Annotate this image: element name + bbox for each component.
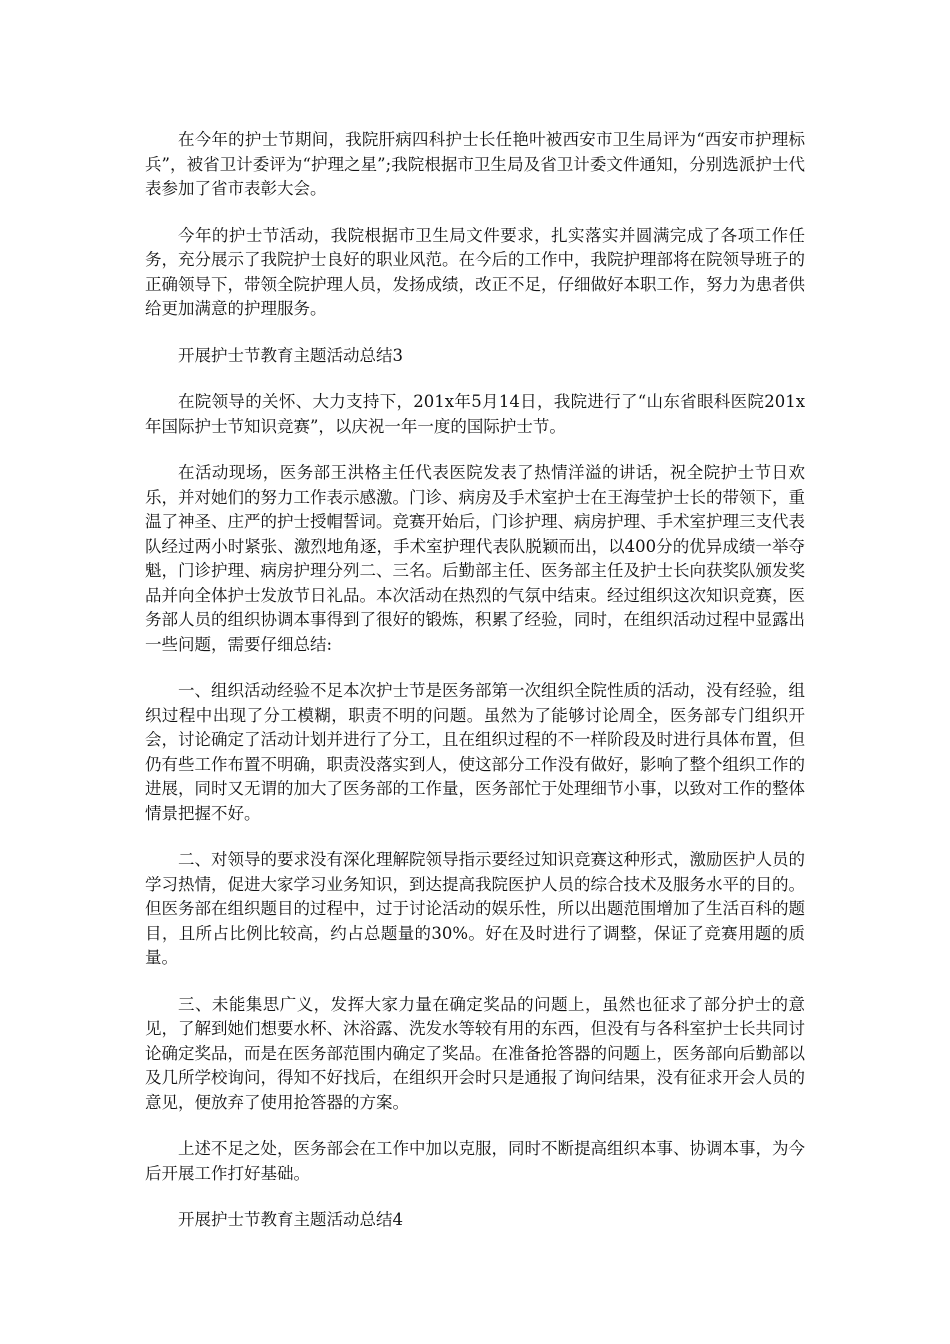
paragraph-issue-two: 二、对领导的要求没有深化理解院领导指示要经过知识竞赛这种形式，激励医护人员的学习热情，促进大家学习业务知识，到达提高我院医护人员的综合技术及服务水平的目的。但医务部在组织题目的过程中，过于讨论活动的娱乐性，所以出题范围增加了生活百科的题目，且所占比例比较高，约占总题量的30%。好在及时进行了调整，保证了竞赛用题的质量。 (145, 850, 805, 967)
paragraph-issue-one: 一、组织活动经验不足本次护士节是医务部第一次组织全院性质的活动，没有经验，组织过程中出现了分工模糊，职责不明的问题。虽然为了能够讨论周全，医务部专门组织开会，讨论确定了活动计划并进行了分工，且在组织过程的不一样阶段及时进行具体布置，但仍有些工作布置不明确，职责没落实到人，使这部分工作没有做好，影响了整个组织工作的进展，同时又无谓的加大了医务部的工作量，医务部忙于处理细节小事，以致对工作的整体情景把握不好。 (145, 681, 805, 823)
section-heading-4: 开展护士节教育主题活动总结4 (178, 1210, 403, 1229)
paragraph-issue-three: 三、未能集思广义，发挥大家力量在确定奖品的问题上，虽然也征求了部分护士的意见，了解到她们想要水杯、沐浴露、洗发水等较有用的东西，但没有与各科室护士长共同讨论确定奖品，而是在医务部范围内确定了奖品。在准备抢答器的问题上，医务部向后勤部以及几所学校询问，得知不好找后，在组织开会时只是通报了询问结果，没有征求开会人员的意见，便放弃了使用抢答器的方案。 (145, 994, 805, 1112)
paragraph-competition-intro: 在院领导的关怀、大力支持下，201x年5月14日，我院进行了“山东省眼科医院201x年国际护士节知识竞赛”，以庆祝一年一度的国际护士节。 (145, 392, 805, 436)
paragraph-competition-details: 在活动现场，医务部王洪格主任代表医院发表了热情洋溢的讲话，祝全院护士节日欢乐，并对她们的努力工作表示感激。门诊、病房及手术室护士在王海莹护士长的带领下，重温了神圣、庄严的护士授帽誓词。竞赛开始后，门诊护理、病房护理、手术室护理三支代表队经过两小时紧张、激烈地角逐，手术室护理代表队脱颖而出，以400分的优异成绩一举夺魁，门诊护理、病房护理分列二、三名。后勤部主任、医务部主任及护士长向获奖队颁发奖品并向全体护士发放节日礼品。本次活动在热烈的气氛中结束。经过组织这次知识竞赛，医务部人员的组织协调本事得到了很好的锻炼，积累了经验，同时，在组织活动过程中显露出一些问题，需要仔细总结: (145, 463, 805, 654)
paragraph-conclusion: 上述不足之处，医务部会在工作中加以克服，同时不断提高组织本事、协调本事，为今后开展工作打好基础。 (145, 1139, 805, 1183)
paragraph-nurses-day-honors: 在今年的护士节期间，我院肝病四科护士长任艳叶被西安市卫生局评为“西安市护理标兵”，被省卫计委评为“护理之星”;我院根据市卫生局及省卫计委文件通知，分别选派护士代表参加了省市表彰大会。 (145, 130, 805, 198)
document-body (145, 128, 805, 1255)
section-heading-3: 开展护士节教育主题活动总结3 (178, 345, 403, 365)
paragraph-activity-summary: 今年的护士节活动，我院根据市卫生局文件要求，扎实落实并圆满完成了各项工作任务，充分展示了我院护士良好的职业风范。在今后的工作中，我院护理部将在院领导班子的正确领导下，带领全院护理人员，发扬成绩，改正不足，仔细做好本职工作，努力为患者供给更加满意的护理服务。 (145, 225, 805, 318)
